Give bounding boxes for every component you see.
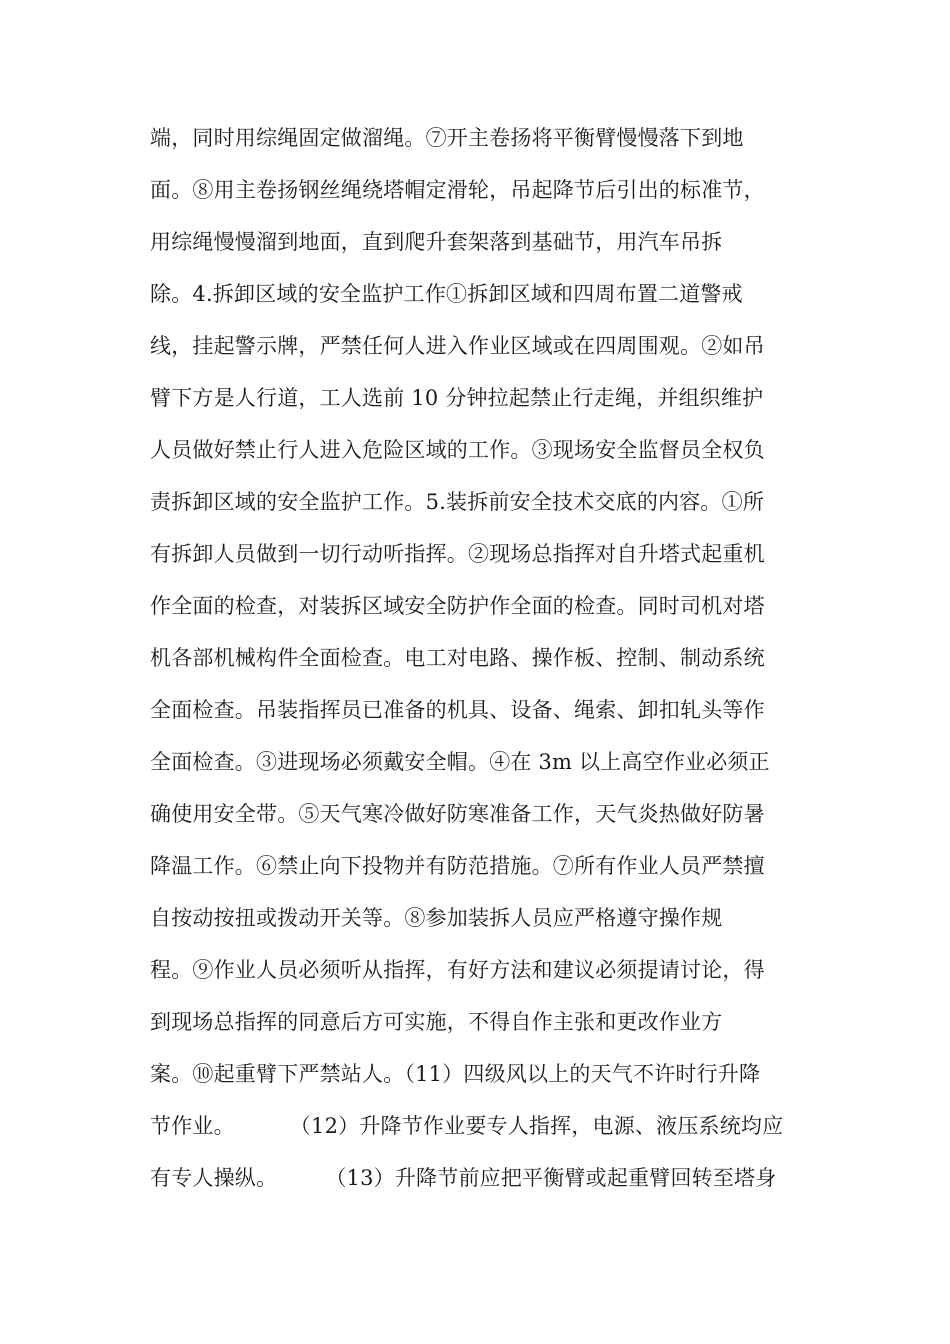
text-line-10: 作全面的检查，对装拆区域安全防护作全面的检查。同时司机对塔 — [150, 594, 765, 618]
text-line-11: 机各部机械构件全面检查。电工对电路、操作板、控制、制动系统 — [150, 646, 765, 670]
text-line-4: 除。4.拆卸区域的安全监护工作①拆卸区域和四周布置二道警戒 — [150, 282, 743, 306]
text-line-8: 责拆卸区域的安全监护工作。5.装拆前安全技术交底的内容。①所 — [150, 490, 765, 514]
text-line-14: 确使用安全带。⑤天气寒冷做好防寒准备工作，天气炎热做好防暑 — [150, 802, 765, 826]
text-line-5: 线，挂起警示牌，严禁任何人进入作业区域或在四周围观。②如吊 — [150, 334, 765, 358]
text-line-15: 降温工作。⑥禁止向下投物并有防范措施。⑦所有作业人员严禁擅 — [150, 854, 765, 878]
text-line-3: 用综绳慢慢溜到地面，直到爬升套架落到基础节，用汽车吊拆 — [150, 230, 723, 254]
text-line-20: 节作业。 （12）升降节作业要专人指挥，电源、液压系统均应 — [150, 1114, 784, 1138]
text-line-6: 臂下方是人行道，工人选前 10 分钟拉起禁止行走绳，并组织维护 — [150, 386, 764, 410]
text-line-18: 到现场总指挥的同意后方可实施，不得自作主张和更改作业方 — [150, 1010, 723, 1034]
text-line-7: 人员做好禁止行人进入危险区域的工作。③现场安全监督员全权负 — [150, 438, 765, 462]
body-text — [150, 112, 810, 1204]
text-line-21: 有专人操纵。 （13）升降节前应把平衡臂或起重臂回转至塔身 — [150, 1166, 777, 1190]
text-line-1: 端，同时用综绳固定做溜绳。⑦开主卷扬将平衡臂慢慢落下到地 — [150, 126, 744, 150]
text-line-17: 程。⑨作业人员必须听从指挥，有好方法和建议必须提请讨论，得 — [150, 958, 765, 982]
text-line-2: 面。⑧用主卷扬钢丝绳绕塔帽定滑轮，吊起降节后引出的标准节， — [150, 178, 765, 202]
text-line-19: 案。⑩起重臂下严禁站人。（11）四级风以上的天气不许时行升降 — [150, 1062, 761, 1086]
text-line-16: 自按动按扭或拨动开关等。⑧参加装拆人员应严格遵守操作规 — [150, 906, 723, 930]
text-line-9: 有拆卸人员做到一切行动听指挥。②现场总指挥对自升塔式起重机 — [150, 542, 765, 566]
text-line-13: 全面检查。③进现场必须戴安全帽。④在 3m 以上高空作业必须正 — [150, 750, 770, 774]
text-line-12: 全面检查。吊装指挥员已准备的机具、设备、绳索、卸扣轧头等作 — [150, 698, 765, 722]
